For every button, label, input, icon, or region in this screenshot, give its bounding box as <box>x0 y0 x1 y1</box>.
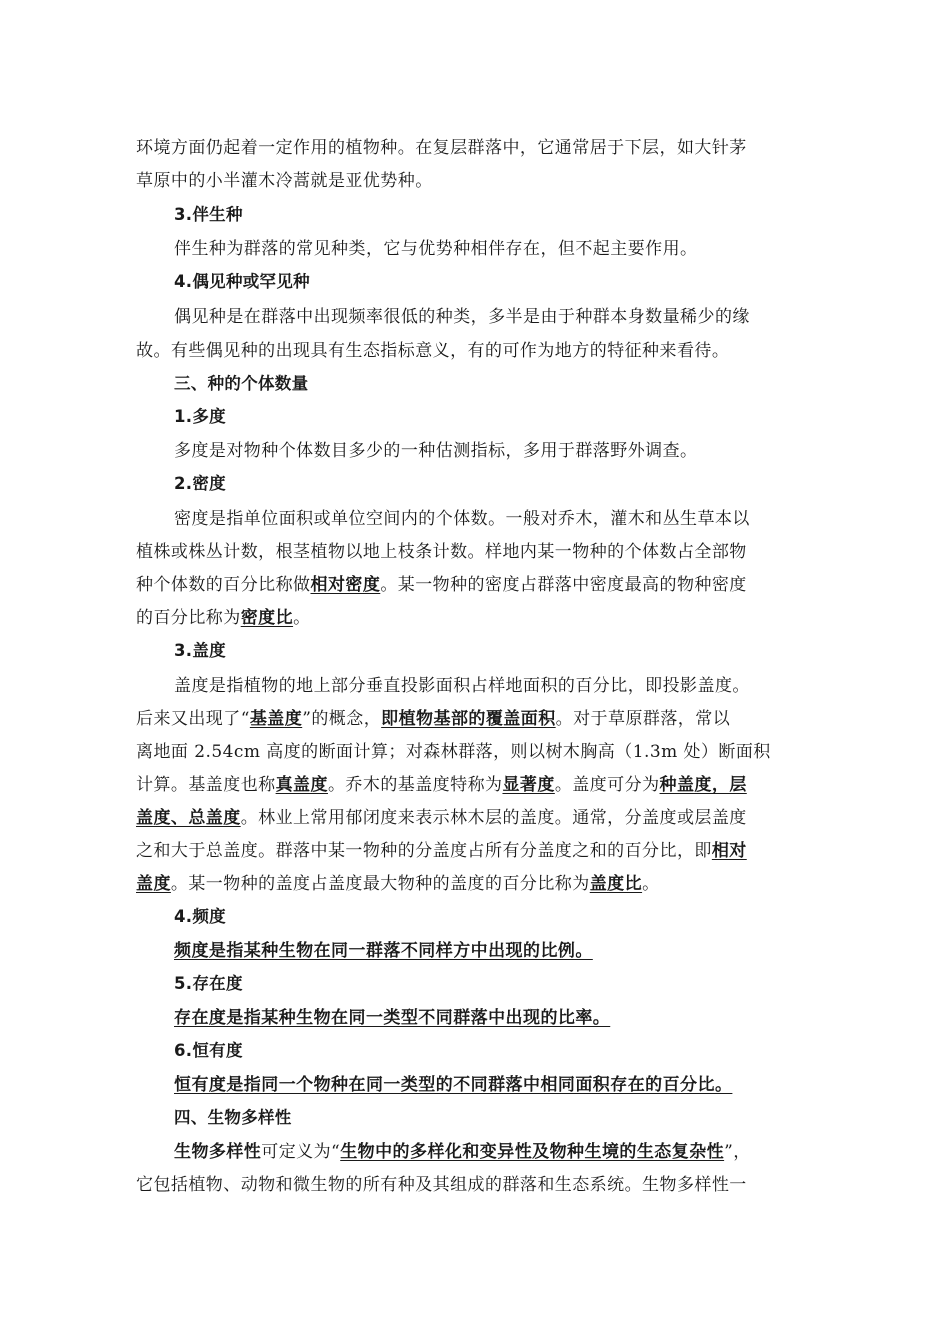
section-heading: 1.多度 <box>174 407 226 426</box>
paragraph-line: 多度是对物种个体数目多少的一种估测指标，多用于群落野外调查。 <box>174 441 698 461</box>
paragraph-line: 环境方面仍起着一定作用的植物种。在复层群落中，它通常居于下层，如大针茅 <box>136 138 747 158</box>
paragraph-line: 之和大于总盖度。群落中某一物种的分盖度占所有分盖度之和的百分比，即相对 <box>136 841 747 861</box>
paragraph-line: 伴生种为群落的常见种类，它与优势种相伴存在，但不起主要作用。 <box>174 239 698 259</box>
paragraph-line: 密度是指单位面积或单位空间内的个体数。一般对乔木，灌木和丛生草本以 <box>174 509 750 529</box>
term-cover-ratio: 盖度比 <box>589 874 643 894</box>
chapter-heading: 四、生物多样性 <box>174 1108 292 1127</box>
term-relative-cover-cont: 盖度 <box>136 874 171 894</box>
paragraph-line: 离地面 2.54cm 高度的断面计算；对森林群落，则以树木胸高（1.3m 处）断面积 <box>136 742 771 762</box>
term-species-cover: 种盖度，层 <box>659 775 747 795</box>
section-heading: 6.恒有度 <box>174 1041 243 1060</box>
section-heading: 2.密度 <box>174 474 226 493</box>
section-heading: 3.伴生种 <box>174 205 243 224</box>
term-basal-cover: 基盖度 <box>249 709 303 729</box>
paragraph-line: 偶见种是在群落中出现频率很低的种类，多半是由于种群本身数量稀少的缘 <box>174 307 750 327</box>
paragraph-line: 植株或株丛计数，根茎植物以地上枝条计数。样地内某一物种的个体数占全部物 <box>136 542 747 562</box>
term-biodiversity: 生物多样性 <box>174 1142 262 1162</box>
section-heading: 3.盖度 <box>174 641 226 660</box>
term-relative-cover: 相对 <box>711 841 747 861</box>
term-layer-total-cover: 盖度、总盖度 <box>136 808 241 828</box>
paragraph-line: 故。有些偶见种的出现具有生态指标意义，有的可作为地方的特征种来看待。 <box>136 341 730 361</box>
definition-line: 恒有度是指同一个物种在同一类型的不同群落中相同面积存在的百分比。 <box>174 1075 733 1095</box>
paragraph-line: 计算。基盖度也称真盖度。乔木的基盖度特称为显著度。盖度可分为种盖度，层 <box>136 775 747 795</box>
section-heading: 4.频度 <box>174 907 226 926</box>
definition-line: 频度是指某种生物在同一群落不同样方中出现的比例。 <box>174 941 593 961</box>
term-dominance: 显著度 <box>502 775 555 795</box>
section-heading: 5.存在度 <box>174 974 243 993</box>
term-relative-density: 相对密度 <box>310 575 381 595</box>
paragraph-line: 它包括植物、动物和微生物的所有种及其组成的群落和生态系统。生物多样性一 <box>136 1175 747 1195</box>
term-true-cover: 真盖度 <box>275 775 328 795</box>
paragraph-line: 草原中的小半灌木冷蒿就是亚优势种。 <box>136 171 433 191</box>
paragraph-line: 盖度、总盖度。林业上常用郁闭度来表示林木层的盖度。通常，分盖度或层盖度 <box>136 808 747 828</box>
paragraph-line: 盖度是指植物的地上部分垂直投影面积占样地面积的百分比，即投影盖度。 <box>174 676 750 696</box>
term-density-ratio: 密度比 <box>240 608 294 628</box>
paragraph-line: 盖度。某一物种的盖度占盖度最大物种的盖度的百分比称为盖度比。 <box>136 874 660 894</box>
chapter-heading: 三、种的个体数量 <box>174 374 309 393</box>
term-basal-cover-definition: 即植物基部的覆盖面积 <box>381 709 556 729</box>
paragraph-line: 种个体数的百分比称做相对密度。某一物种的密度占群落中密度最高的物种密度 <box>136 575 747 595</box>
paragraph-line: 生物多样性可定义为“生物中的多样化和变异性及物种生境的生态复杂性”， <box>174 1142 751 1162</box>
section-heading: 4.偶见种或罕见种 <box>174 272 310 291</box>
term-biodiversity-definition: 生物中的多样化和变异性及物种生境的生态复杂性 <box>340 1142 725 1162</box>
definition-line: 存在度是指某种生物在同一类型不同群落中出现的比率。 <box>174 1008 611 1028</box>
paragraph-line: 后来又出现了“基盖度”的概念，即植物基部的覆盖面积。对于草原群落，常以 <box>136 709 731 729</box>
paragraph-line: 的百分比称为密度比。 <box>136 608 311 628</box>
